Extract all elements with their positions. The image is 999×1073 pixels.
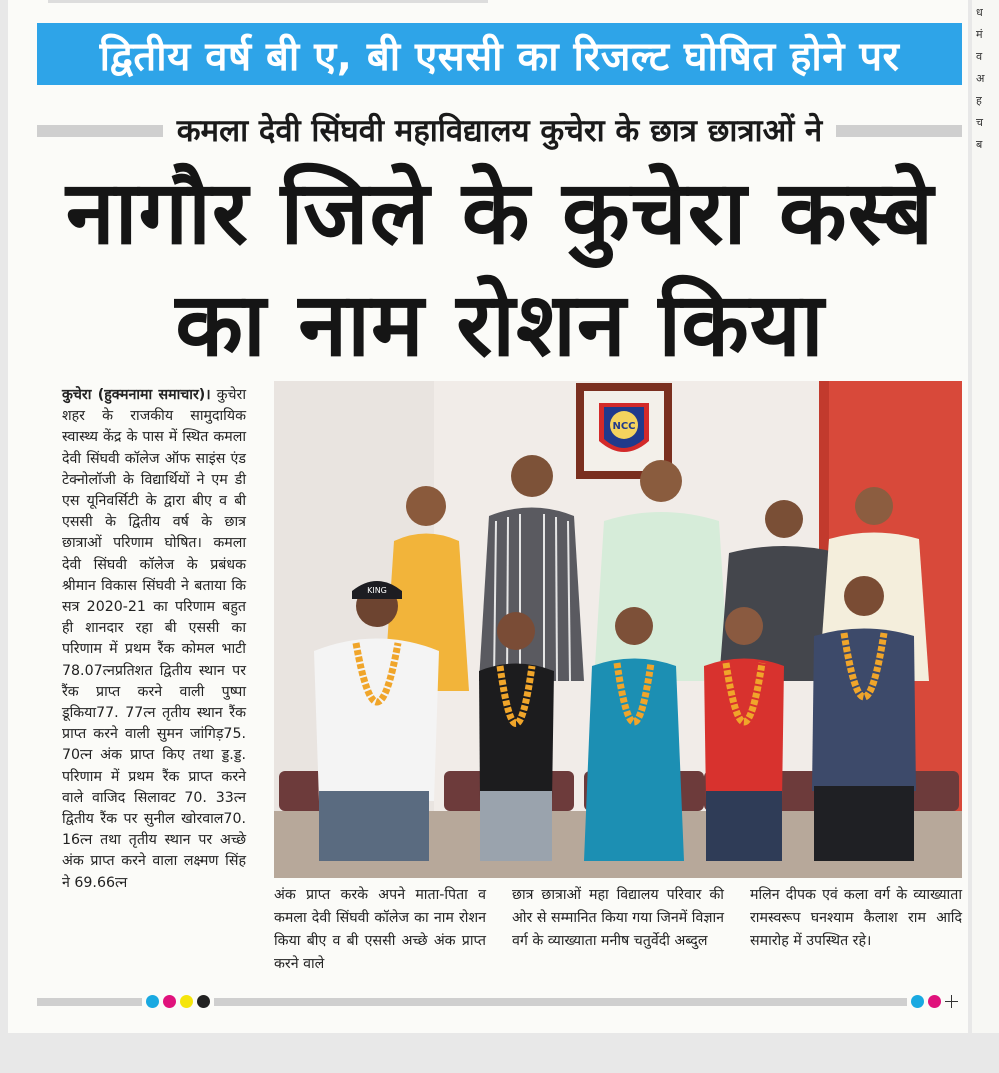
cyan-dot bbox=[146, 995, 159, 1008]
news-photo bbox=[274, 381, 962, 878]
article-column-4: मलिन दीपक एवं कला वर्ग के व्याख्याता रामस्वरूप घनश्याम कैलाश राम आदि समारोह में उपस्थित रहे। bbox=[750, 887, 962, 949]
article-left-column bbox=[62, 385, 246, 894]
registration-mark-icon bbox=[945, 995, 958, 1008]
subhead-row bbox=[37, 103, 962, 157]
magenta-dot bbox=[928, 995, 941, 1008]
cyan-dot bbox=[911, 995, 924, 1008]
registration-dots-left bbox=[142, 995, 214, 1008]
dateline: कुचेरा (हुक्मनामा समाचार)। bbox=[62, 387, 211, 403]
adjacent-column-edge: ध मं व अ ह च ब bbox=[972, 0, 999, 1033]
yellow-dot bbox=[180, 995, 193, 1008]
kicker-banner bbox=[37, 23, 962, 85]
magenta-dot bbox=[163, 995, 176, 1008]
black-dot bbox=[197, 995, 210, 1008]
kicker-text: द्वितीय वर्ष बी ए, बी एससी का रिजल्ट घोषित होने पर bbox=[99, 33, 900, 80]
ncc-badge-text: NCC bbox=[612, 421, 636, 432]
headline-line-1: नागौर जिले के कुचेरा कस्बे bbox=[65, 161, 935, 264]
cap-text: KING bbox=[367, 586, 387, 595]
article-column-2: अंक प्राप्त करके अपने माता-पिता व कमला देवी सिंघवी कॉलेज का नाम रोशन किया बीए व बी एससी अच्छे अंक प्राप्त करने वाले bbox=[274, 887, 486, 972]
article-column-3: छात्र छात्राओं महा विद्यालय परिवार की ओर से सम्मानित किया गया जिनमें विज्ञान वर्ग के व्याख्याता मनीष चतुर्वेदी अब्दुल bbox=[512, 887, 724, 949]
article-bottom-columns bbox=[272, 884, 962, 984]
registration-dots-right bbox=[907, 995, 962, 1008]
registration-bar bbox=[37, 994, 962, 1008]
top-rule bbox=[48, 0, 488, 3]
article-body-left: कुचेरा शहर के राजकीय सामुदायिक स्वास्थ्य केंद्र के पास में स्थित कमला देवी सिंघवी कॉलेज ऑफ साइंस एंड टेक्नोलॉजी के विद्यार्थियों ने एम डी एस यूनिवर्सिटी के द्वारा बीए व बी एससी के द्वितीय वर्ष के छात्र छात्राओं परिणाम घोषित। कमला देवी सिंघवी कॉलेज के प्रबंधक श्रीमान विकास सिंघवी ने बताया कि सत्र 2020-21 का परिणाम बहुत ही शानदार रहा बी एससी का परिणाम में प्रथम रैंक कोमल भाटी 78.07त्नप्रतिशत द्वितीय स्थान पर रैंक प्राप्त करने वाली पुष्पा डूकिया77. 77त्न तृतीय स्थान रैंक प्राप्त करने वाली सुमन जांगिड़75. 70त्न अंक प्राप्त किए तथा ड्ड.ड्ड. परिणाम में प्रथम रैंक प्राप्त करने वाले वाजिद सिलावट 70. 33त्न द्वितीय रैंक पर सुनील खोरवाल70. 16त्न तथा तृतीय स्थान पर अच्छे अंक प्राप्त करने वाला लक्ष्मण सिंह ने 69.66त्न bbox=[62, 387, 246, 891]
subheadline: कमला देवी सिंघवी महाविद्यालय कुचेरा के छात्र छात्राओं ने bbox=[163, 109, 837, 151]
headline-line-2: का नाम रोशन किया bbox=[175, 273, 825, 376]
